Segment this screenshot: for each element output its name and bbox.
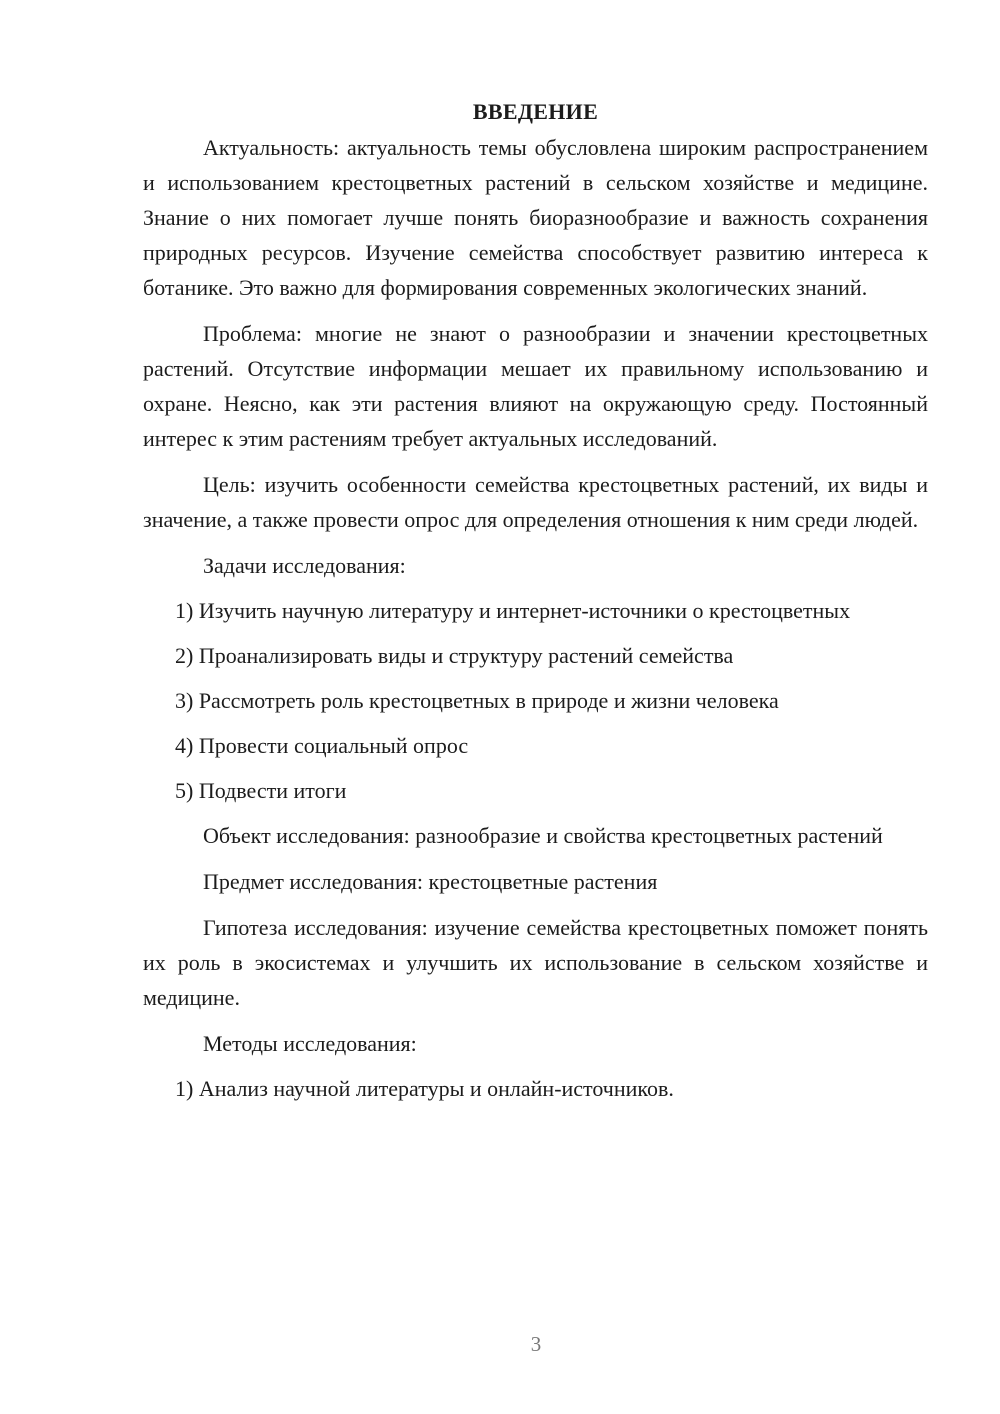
document-page [143,94,928,1116]
relevance-paragraph: Актуальность: актуальность темы обусловлена широким распространением и использованием крестоцветных растений в сельском хозяйстве и медицине. Знание о них помогает лучше понять биоразнообразие и важность сохранения природных ресурсов. Изучение семейства способствует развитию интереса к ботанике. Это важно для формирования современных экологических знаний. [143,135,928,300]
task-item-3: 3) Рассмотреть роль крестоцветных в природе и жизни человека [175,688,779,713]
section-title: ВВЕДЕНИЕ [472,99,599,124]
task-item-4: 4) Провести социальный опрос [175,733,469,758]
hypothesis-paragraph: Гипотеза исследования: изучение семейства крестоцветных поможет понять их роль в экосистемах и улучшить их использование в сельском хозяйстве и медицине. [143,915,928,1010]
subject-paragraph: Предмет исследования: крестоцветные растения [203,869,658,894]
tasks-heading: Задачи исследования: [203,553,406,578]
method-item-1: 1) Анализ научной литературы и онлайн-источников. [175,1076,674,1101]
task-item-5: 5) Подвести итоги [175,778,347,803]
page-number: 3 [530,1332,542,1356]
problem-paragraph: Проблема: многие не знают о разнообразии и значении крестоцветных растений. Отсутствие информации мешает их правильному использованию и охране. Неясно, как эти растения влияют на окружающую среду. Постоянный интерес к этим растениям требует актуальных исследований. [143,321,928,451]
object-paragraph: Объект исследования: разнообразие и свойства крестоцветных растений [203,823,883,848]
methods-heading: Методы исследования: [203,1031,417,1056]
goal-paragraph: Цель: изучить особенности семейства крестоцветных растений, их виды и значение, а также провести опрос для определения отношения к ним среди людей. [143,472,928,532]
task-item-2: 2) Проанализировать виды и структуру растений семейства [175,643,734,668]
task-item-1: 1) Изучить научную литературу и интернет-источники о крестоцветных [175,598,851,623]
